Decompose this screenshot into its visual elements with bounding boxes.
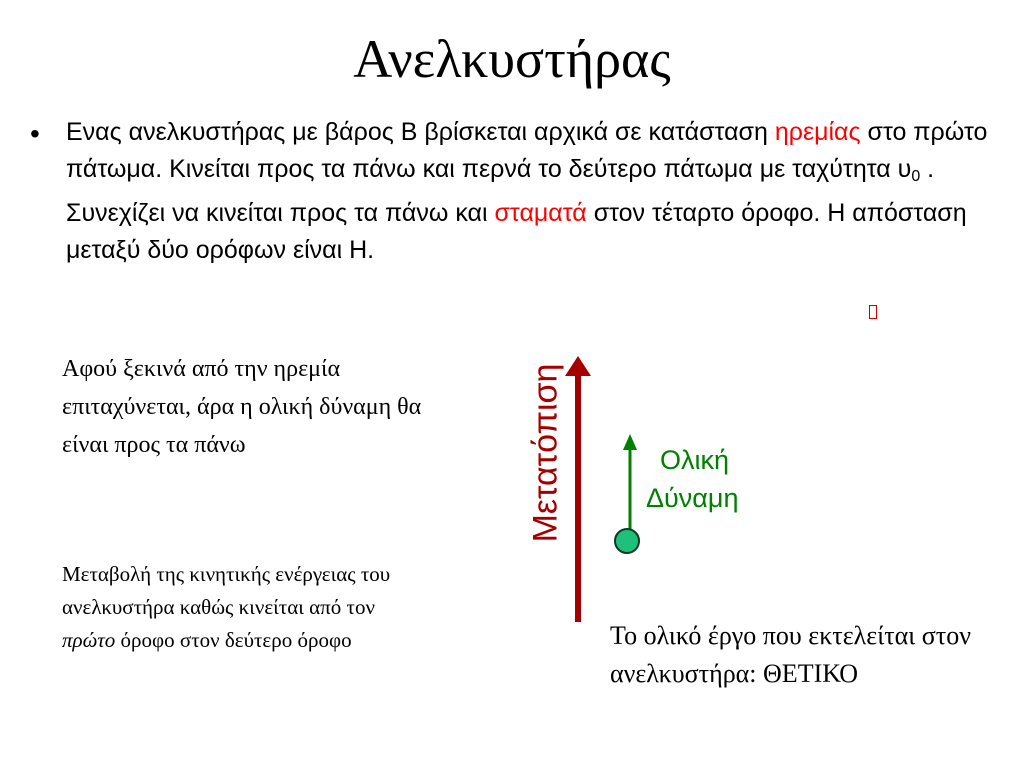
acceleration-explanation: Αφού ξεκινά από την ηρεμία επιταχύνεται, άρα η ολική δύναμη θα είναι προς τα πάνω: [62, 356, 422, 458]
bullet-part-1: Ενας ανελκυστήρας με βάρος Β βρίσκεται αρχικά σε κατάσταση: [66, 118, 775, 146]
up-arrow-displacement: [565, 356, 591, 376]
small-box-icon: [869, 305, 877, 319]
force-label-line-2: Δύναμη: [646, 483, 739, 513]
slide-title: Ανελκυστήρας: [353, 29, 671, 89]
kinetic-energy-change: [62, 558, 432, 657]
elevator-ball: [615, 529, 639, 553]
rest-word: ηρεμίας: [774, 118, 861, 146]
problem-statement: [66, 114, 1006, 269]
ke-part-1: Μεταβολή της κινητικής ενέργειας του ανελκυστήρα καθώς κινείται από τον: [62, 562, 391, 619]
stop-word: σταματά: [494, 199, 587, 227]
force-label: [646, 441, 776, 517]
force-label-line-1: Ολική: [660, 445, 730, 475]
velocity-subscript: 0: [911, 168, 921, 185]
force-displacement-diagram: [500, 340, 660, 640]
displacement-label: Μετατόπιση: [526, 363, 565, 543]
bullet-part-4: στον τέταρτο όροφο. Η απόσταση μεταξύ δύο ορόφων είναι Η.: [66, 199, 967, 264]
bullet-icon: •: [30, 118, 40, 149]
up-arrow-force: [623, 434, 637, 450]
ke-part-2: όροφο στον δεύτερο όροφο: [115, 628, 352, 652]
bullet-part-2: στο πρώτο πάτωμα. Κινείται προς τα πάνω και περνά το δεύτερο πάτωμα με ταχύτητα υ: [66, 118, 988, 183]
bullet-part-3: . Συνεχίζει να κινείται προς τα πάνω και: [66, 155, 935, 227]
total-work-statement: Το ολικό έργο που εκτελείται στον ανελκυστήρα: ΘΕΤΙΚΟ: [610, 621, 971, 688]
ke-italic-word: πρώτο: [62, 628, 116, 652]
